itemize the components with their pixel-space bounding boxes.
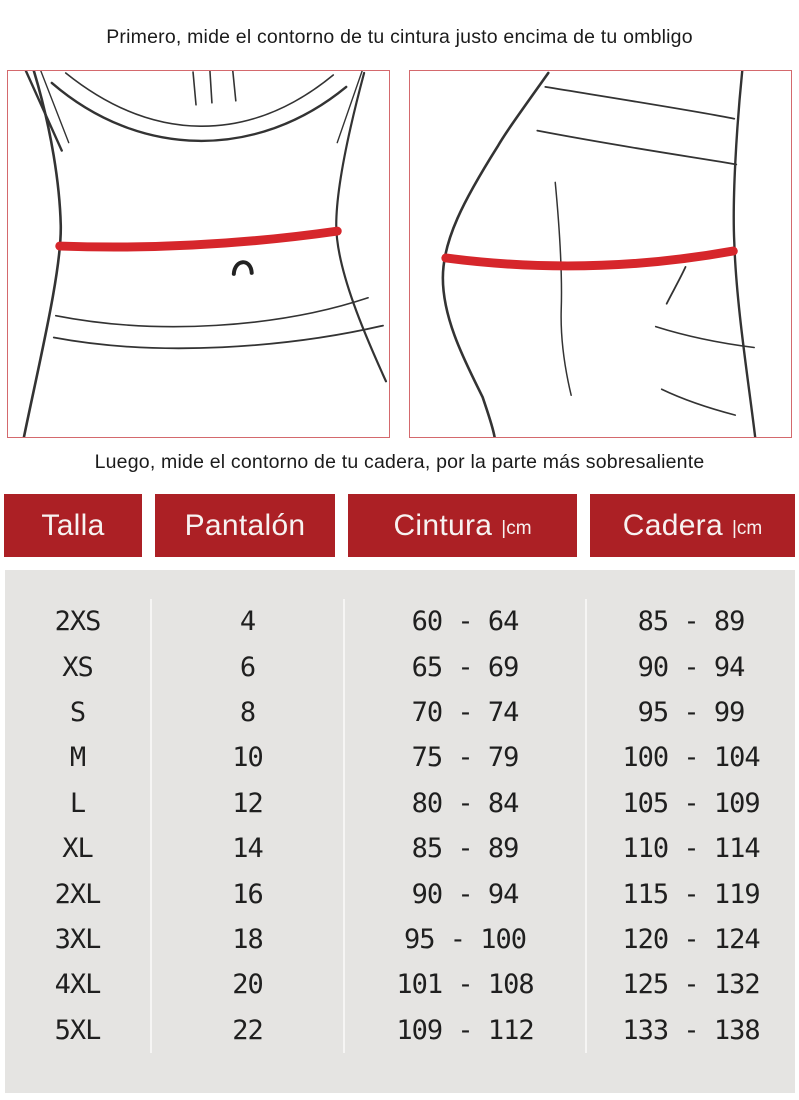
size-cell: 3XL — [54, 923, 101, 955]
pants-size-cell: 20 — [150, 962, 343, 1007]
table-row — [5, 962, 795, 1007]
hip-range-cell: 90 - 94 — [585, 644, 795, 689]
pants-size-cell: 16 — [150, 871, 343, 916]
front-torso-drawing — [8, 71, 389, 437]
pants-size-cell: 14 — [150, 826, 343, 871]
pants-size-cell: 22 — [150, 1008, 343, 1053]
pants-size-cell: 6 — [150, 644, 343, 689]
waist-range-cell: 60 - 64 — [343, 599, 585, 644]
size-table-header — [4, 494, 795, 557]
hip-range-cell: 115 - 119 — [585, 871, 795, 916]
table-row — [5, 735, 795, 780]
pants-size-cell: 10 — [150, 735, 343, 780]
hip-measure-illustration — [409, 70, 792, 438]
table-row — [5, 917, 795, 962]
hip-range-cell: 110 - 114 — [585, 826, 795, 871]
hip-range-cell: 85 - 89 — [585, 599, 795, 644]
table-row — [5, 644, 795, 689]
hip-range-cell: 120 - 124 — [585, 917, 795, 962]
pants-size-cell: 4 — [150, 599, 343, 644]
table-row — [5, 599, 795, 644]
waist-tape-line — [60, 231, 337, 247]
table-row — [5, 826, 795, 871]
size-cell: S — [69, 696, 86, 728]
hip-range-cell: 105 - 109 — [585, 781, 795, 826]
waist-measure-illustration — [7, 70, 390, 438]
header-unit: |cm — [731, 517, 763, 539]
header-cell-cadera — [590, 494, 795, 557]
header-label: Cintura — [393, 508, 493, 542]
hip-range-cell: 100 - 104 — [585, 735, 795, 780]
waist-range-cell: 70 - 74 — [343, 690, 585, 735]
waist-range-cell: 65 - 69 — [343, 644, 585, 689]
table-row — [5, 1008, 795, 1053]
waist-range-cell: 80 - 84 — [343, 781, 585, 826]
header-label: Cadera — [622, 508, 723, 542]
side-hips-drawing — [410, 71, 791, 437]
pants-size-cell: 12 — [150, 781, 343, 826]
header-label: Talla — [41, 508, 105, 542]
size-cell: XS — [62, 651, 93, 683]
size-cell: 2XS — [54, 606, 101, 638]
table-row — [5, 690, 795, 735]
waist-range-cell: 95 - 100 — [343, 917, 585, 962]
hip-range-cell: 133 - 138 — [585, 1008, 795, 1053]
size-cell: XL — [62, 833, 93, 865]
size-cell: 5XL — [54, 1014, 101, 1046]
hip-range-cell: 125 - 132 — [585, 962, 795, 1007]
waist-range-cell: 75 - 79 — [343, 735, 585, 780]
header-cell-cintura — [348, 494, 577, 557]
waist-range-cell: 109 - 112 — [343, 1008, 585, 1053]
waist-range-cell: 90 - 94 — [343, 871, 585, 916]
table-row — [5, 781, 795, 826]
table-row — [5, 871, 795, 916]
waist-instruction-text: Primero, mide el contorno de tu cintura justo encima de tu ombligo — [106, 26, 693, 48]
pants-size-cell: 8 — [150, 690, 343, 735]
size-cell: 4XL — [54, 969, 101, 1001]
header-cell-talla — [4, 494, 142, 557]
hip-tape-line — [446, 251, 733, 266]
hip-range-cell: 95 - 99 — [585, 690, 795, 735]
pants-size-cell: 18 — [150, 917, 343, 962]
waist-range-cell: 101 - 108 — [343, 962, 585, 1007]
header-unit: |cm — [501, 517, 532, 539]
header-label: Pantalón — [184, 508, 306, 542]
size-cell: L — [69, 787, 86, 819]
size-cell: 2XL — [54, 878, 101, 910]
hip-instruction-text: Luego, mide el contorno de tu cadera, por la parte más sobresaliente — [94, 451, 705, 473]
header-cell-pantalon — [155, 494, 335, 557]
size-cell: M — [69, 742, 86, 774]
waist-range-cell: 85 - 89 — [343, 826, 585, 871]
size-table-body — [5, 570, 795, 1093]
